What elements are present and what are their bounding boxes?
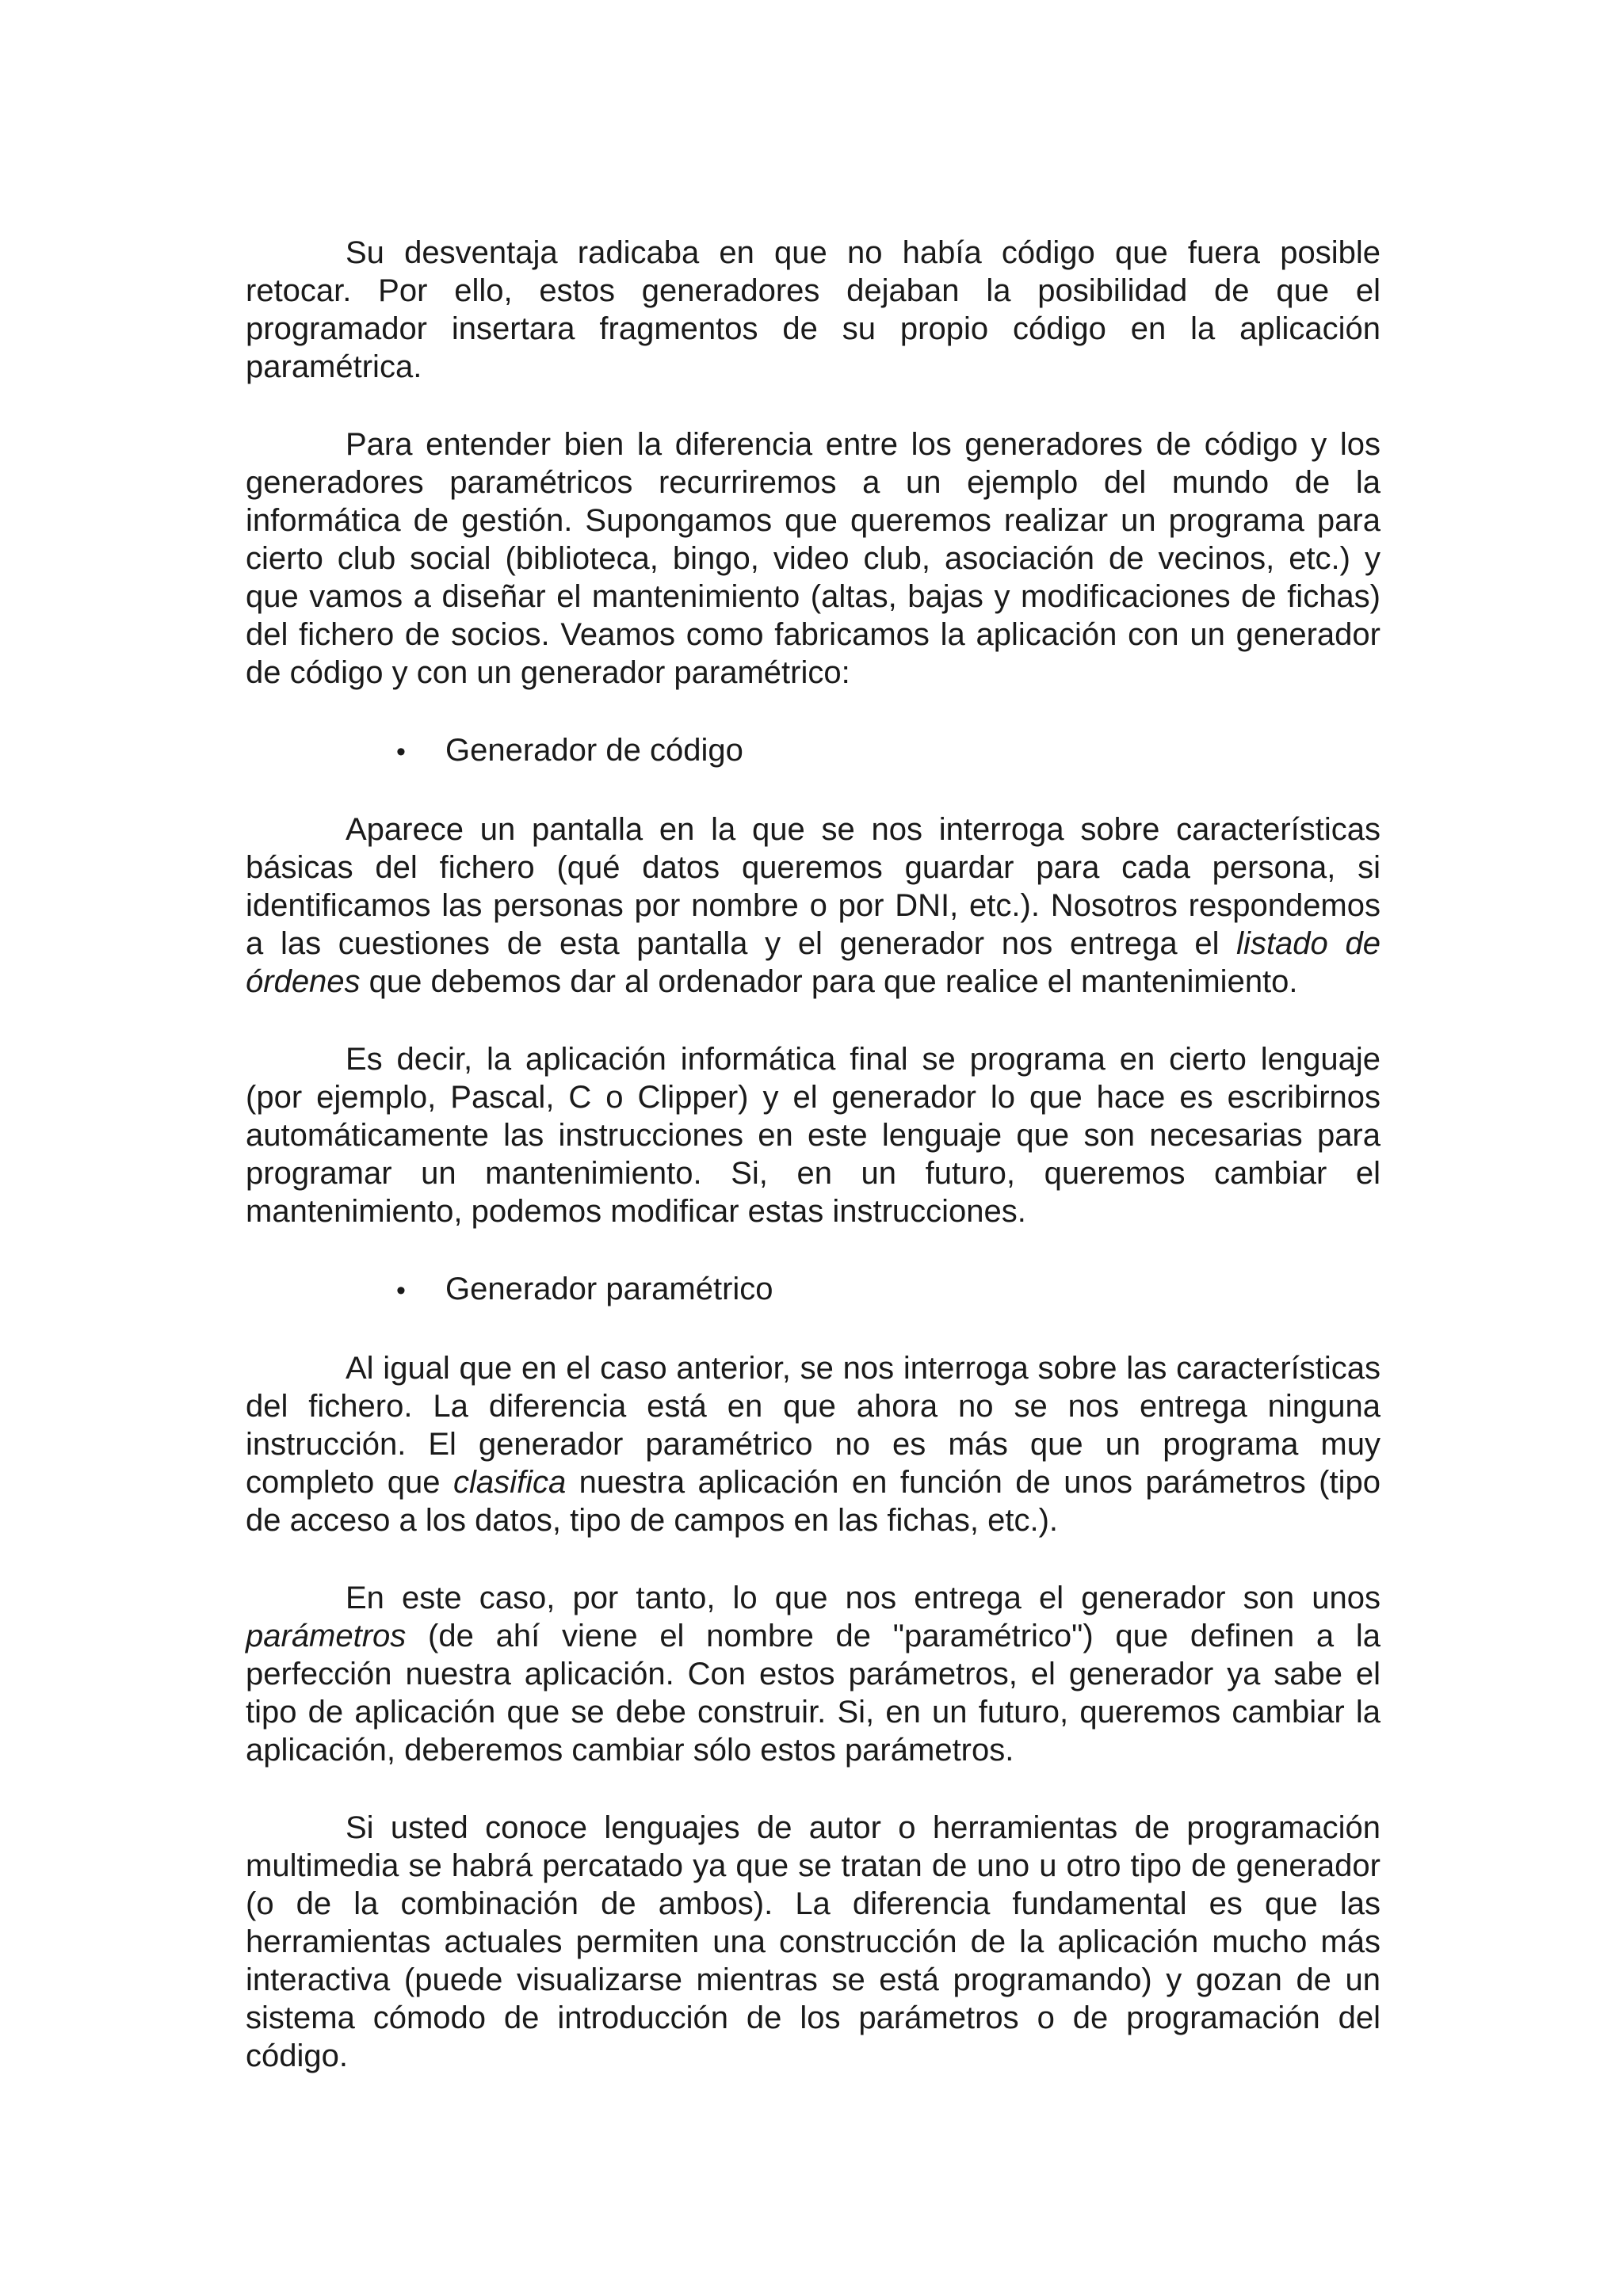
bullet-item-generador-codigo	[246, 731, 1381, 771]
paragraph-5-text-a: Al igual que en el caso anterior, se nos interroga sobre las características del fichero. La diferencia está en que ahora no se nos entrega ninguna instrucción. El generador paramétrico no es más que un programa muy completo que	[246, 1351, 1381, 1500]
bullet-item-generador-parametrico	[246, 1270, 1381, 1310]
paragraph-3-text-a: Aparece un pantalla en la que se nos interroga sobre características básicas del fichero (qué datos queremos guardar para cada persona, si identificamos las personas por nombre o por DNI, etc.). Nosotros respondemos a las cuestiones de esta pantalla y el generador nos entrega el	[246, 812, 1381, 961]
paragraph-5	[246, 1349, 1381, 1539]
paragraph-3-text-b: que debemos dar al ordenador para que realice el mantenimiento.	[360, 964, 1298, 999]
paragraph-5-emphasis: clasifica	[453, 1465, 567, 1500]
bullet-label: Generador paramétrico	[445, 1272, 773, 1306]
paragraph-3	[246, 810, 1381, 1001]
paragraph-6	[246, 1579, 1381, 1769]
paragraph-6-text-a: En este caso, por tanto, lo que nos entrega el generador son unos	[346, 1581, 1381, 1615]
paragraph-4: Es decir, la aplicación informática final se programa en cierto lenguaje (por ejemplo, Pascal, C o Clipper) y el generador lo que hace es escribirnos automáticamente las instrucciones en este lenguaje que son necesarias para programar un mantenimiento. Si, en un futuro, queremos cambiar el mantenimiento, podemos modificar estas instrucciones.	[246, 1042, 1381, 1229]
paragraph-2: Para entender bien la diferencia entre los generadores de código y los generadores paramétricos recurriremos a un ejemplo del mundo de la informática de gestión. Supongamos que queremos realizar un programa para cierto club social (biblioteca, bingo, video club, asociación de vecinos, etc.) y que vamos a diseñar el mantenimiento (altas, bajas y modificaciones de fichas) del fichero de socios. Veamos como fabricamos la aplicación con un generador de código y con un generador paramétrico:	[246, 427, 1381, 690]
paragraph-6-text-b: (de ahí viene el nombre de "paramétrico") que definen a la perfección nuestra aplicación. Con estos parámetros, el generador ya sabe el tipo de aplicación que se debe construir. Si, en un futuro, queremos cambiar la aplicación, deberemos cambiar sólo estos parámetros.	[246, 1619, 1381, 1768]
paragraph-1: Su desventaja radicaba en que no había código que fuera posible retocar. Por ello, estos generadores dejaban la posibilidad de que el programador insertara fragmentos de su propio código en la aplicación paramétrica.	[246, 235, 1381, 384]
bullet-icon: •	[396, 1276, 406, 1306]
paragraph-7: Si usted conoce lenguajes de autor o herramientas de programación multimedia se habrá percatado ya que se tratan de uno u otro tipo de generador (o de la combinación de ambos). La diferencia fundamental es que las herramientas actuales permiten una construcción de la aplicación mucho más interactiva (puede visualizarse mientras se está programando) y gozan de un sistema cómodo de introducción de los parámetros o de programación del código.	[246, 1810, 1381, 2073]
paragraph-3-emphasis: listado de órdenes	[246, 926, 1381, 999]
bullet-icon: •	[396, 737, 406, 767]
bullet-label: Generador de código	[445, 733, 743, 768]
paragraph-6-emphasis: parámetros	[246, 1619, 407, 1653]
paragraph-5-text-b: nuestra aplicación en función de unos parámetros (tipo de acceso a los datos, tipo de campos en las fichas, etc.).	[246, 1465, 1381, 1538]
